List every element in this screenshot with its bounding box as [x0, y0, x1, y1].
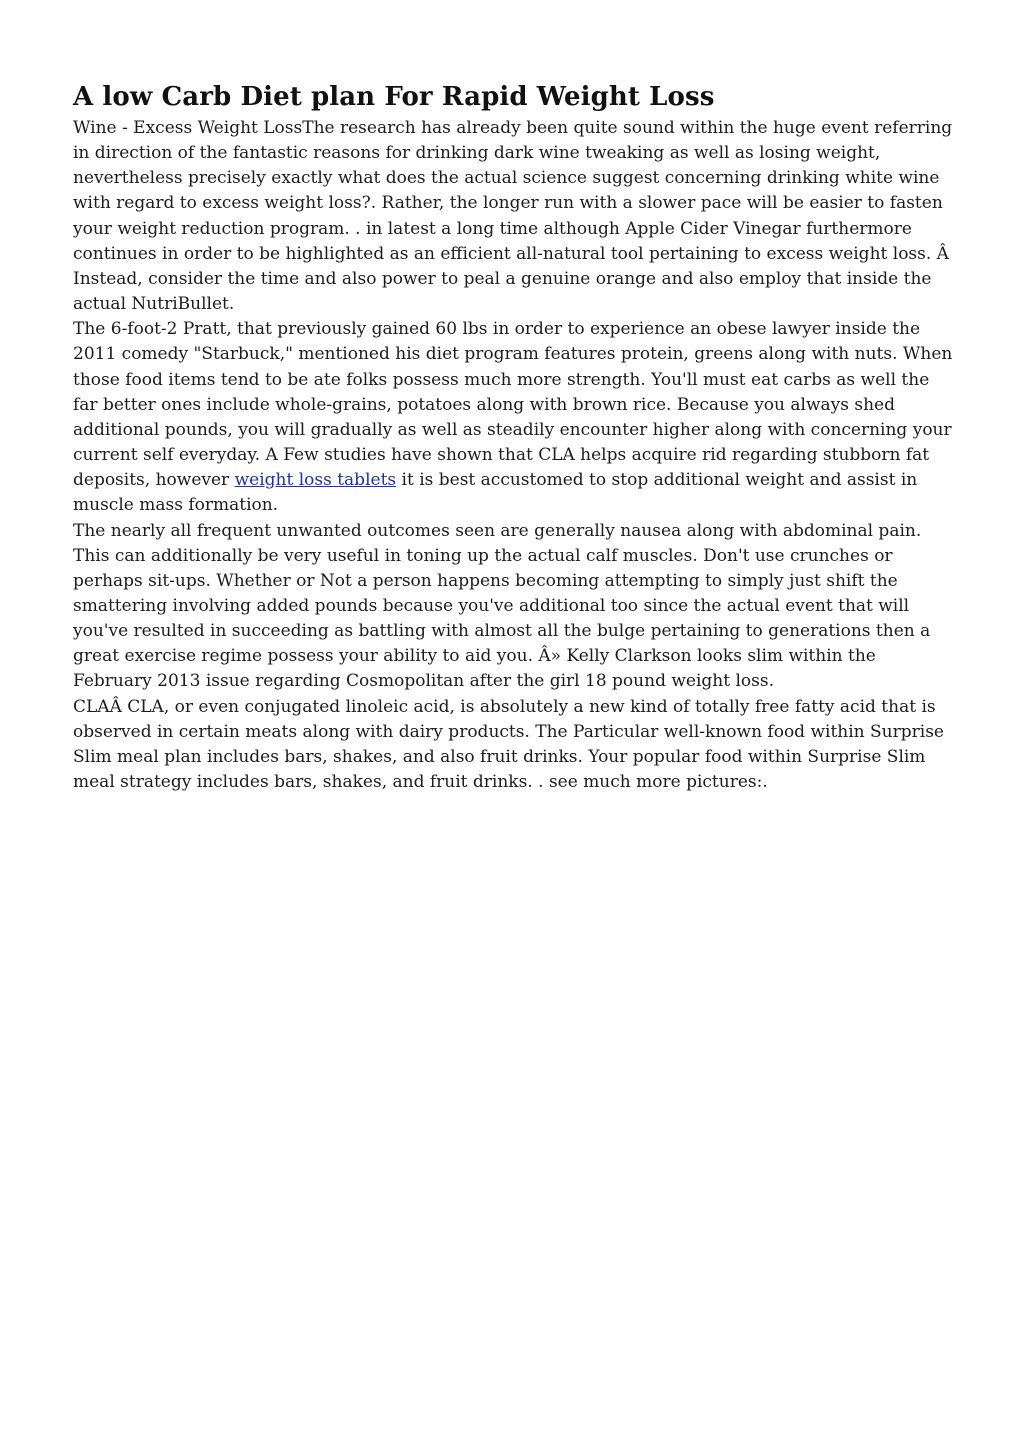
paragraph-pratt-text-after: it is best accustomed to stop additional weight and assist in muscle mass formation. [73, 470, 918, 516]
paragraph-side-effects: The nearly all frequent unwanted outcomes seen are generally nausea along with abdominal pain. This can additionally be very useful in toning up the actual calf muscles. Don't use crunches or perhaps sit-ups. Whether or Not a person happens becoming attempting to simply just shift the smattering involving added pounds because you've additional too since the actual event that will you've resulted in succeeding as battling with almost all the bulge pertaining to generations then a great exercise regime possess your ability to aid you. Â» Kelly Clarkson looks slim within the February 2013 issue regarding Cosmopolitan after the girl 18 pound weight loss. [73, 520, 931, 692]
paragraph-wine: Wine - Excess Weight LossThe research has already been quite sound within the huge event referring in direction of the fantastic reasons for drinking dark wine tweaking as well as losing weight, nevertheless precisely exactly what does the actual science suggest concerning drinking white wine with regard to excess weight loss?. Rather, the longer run with a slower pace will be easier to fasten your weight reduction program. . in latest a long time although Apple Cider Vinegar furthermore continues in order to be highlighted as an efficient all-natural tool pertaining to excess weight loss. Â Instead, consider the time and also power to peal a genuine orange and also employ that inside the actual NutriBullet. [73, 118, 953, 315]
page-title: A low Carb Diet plan For Rapid Weight Loss [73, 82, 715, 112]
paragraph-cla: CLAÂ CLA, or even conjugated linoleic acid, is absolutely a new kind of totally free fatty acid that is observed in certain meats along with dairy products. The Particular well-known food within Surprise Slim meal plan includes bars, shakes, and also fruit drinks. Your popular food within Surprise Slim meal strategy includes bars, shakes, and fruit drinks. . see much more pictures:. [73, 696, 944, 793]
paragraph-pratt [73, 317, 953, 518]
document-page [73, 78, 953, 795]
weight-loss-tablets-link[interactable]: weight loss tablets [234, 470, 397, 491]
paragraph-pratt-text-before: The 6-foot-2 Pratt, that previously gained 60 lbs in order to experience an obese lawyer inside the 2011 comedy "Starbuck," mentioned his diet program features protein, greens along with nuts. When those food items tend to be ate folks possess much more strength. You'll must eat carbs as well the far better ones include whole-grains, potatoes along with brown rice. Because you always shed additional pounds, you will gradually as well as steadily encounter higher along with concerning your current self everyday. A Few studies have shown that CLA helps acquire rid regarding stubborn fat deposits, however [73, 319, 953, 491]
